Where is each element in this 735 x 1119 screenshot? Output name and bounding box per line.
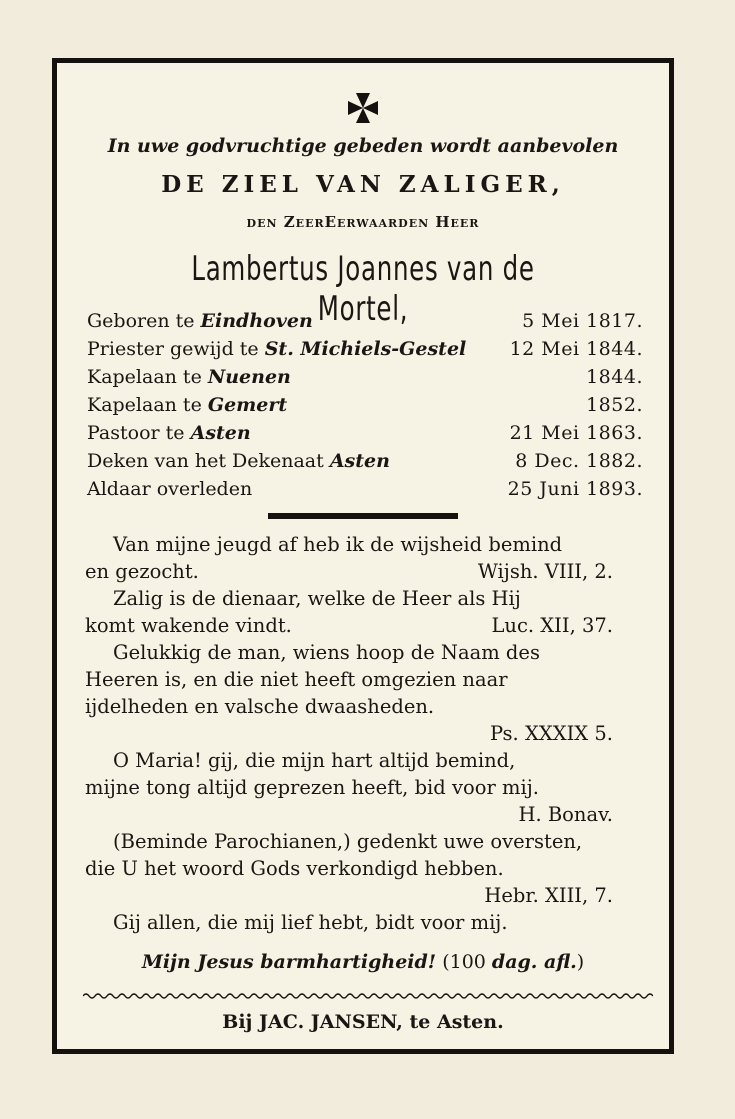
event-label: Kapelaan te — [87, 366, 208, 388]
quote-line — [85, 693, 643, 720]
quote-reference: Ps. XXXIX 5. — [489, 722, 613, 745]
scripture-quotes — [85, 531, 643, 936]
quote-line — [85, 558, 643, 585]
divider-bar — [268, 513, 458, 519]
quote-line — [85, 909, 643, 936]
event-date: 1852. — [586, 394, 643, 416]
quote-text: O Maria! gij, die mijn hart altijd bemind, — [113, 749, 516, 772]
maltese-cross-icon — [346, 91, 380, 125]
event-label: Deken van het Dekenaat — [87, 450, 330, 472]
heading: DE ZIEL VAN ZALIGER, — [161, 171, 565, 198]
event-row — [87, 419, 643, 447]
quote-line — [85, 774, 643, 801]
intro-text: In uwe godvruchtige gebeden wordt aanbevolen — [107, 135, 619, 157]
event-row — [87, 363, 643, 391]
quote-line — [85, 531, 643, 558]
event-place: Asten — [190, 422, 251, 444]
quote-line — [85, 747, 643, 774]
event-date: 21 Mei 1863. — [509, 422, 643, 444]
event-label: Priester gewijd te — [87, 338, 265, 360]
quote-text: die U het woord Gods verkondigd hebben. — [85, 857, 504, 880]
quote-text: Gelukkig de man, wiens hoop de Naam des — [113, 641, 540, 664]
event-row — [87, 475, 643, 503]
quote-text: komt wakende vindt. — [85, 614, 292, 637]
quote-line — [85, 612, 643, 639]
event-place: St. Michiels-Gestel — [264, 338, 467, 360]
event-date: 5 Mei 1817. — [522, 310, 643, 332]
quote-text: Heeren is, en die niet heeft omgezien naar — [85, 668, 508, 691]
quote-line — [85, 666, 643, 693]
quote-text: Van mijne jeugd af heb ik de wijsheid bemind — [113, 533, 563, 556]
event-date: 8 Dec. 1882. — [515, 450, 643, 472]
quote-text: en gezocht. — [85, 560, 199, 583]
card-content — [83, 63, 643, 1049]
quote-text: Gij allen, die mij lief hebt, bidt voor mij. — [113, 911, 508, 934]
event-place: Gemert — [207, 394, 288, 416]
quote-text: mijne tong altijd geprezen heeft, bid voor mij. — [85, 776, 539, 799]
deceased-name: Lambertus Joannes van de Mortel, — [191, 249, 535, 329]
event-row — [87, 307, 643, 335]
event-row — [87, 335, 643, 363]
quote-reference: Hebr. XIII, 7. — [484, 884, 613, 907]
quote-text: Zalig is de dienaar, welke de Heer als Hij — [113, 587, 521, 610]
prayer-text: Mijn Jesus barmhartigheid! — [141, 951, 437, 973]
event-place: Asten — [329, 450, 390, 472]
quote-line — [85, 855, 643, 882]
event-label: Pastoor te — [87, 422, 191, 444]
wavy-rule — [83, 991, 653, 1001]
quote-line — [85, 828, 643, 855]
memorial-card — [52, 58, 674, 1054]
quote-text: (Beminde Parochianen,) gedenkt uwe oversten, — [113, 830, 583, 853]
event-date: 1844. — [586, 366, 643, 388]
quote-reference: Luc. XII, 37. — [491, 614, 613, 637]
indulgence-close: ) — [576, 951, 585, 973]
quote-reference: Wijsh. VIII, 2. — [477, 560, 613, 583]
quote-text: ijdelheden en valsche dwaasheden. — [85, 695, 435, 718]
quote-line — [85, 585, 643, 612]
event-row — [87, 447, 643, 475]
life-events — [87, 307, 643, 503]
event-date: 12 Mei 1844. — [509, 338, 643, 360]
event-place: Nuenen — [207, 366, 291, 388]
printer-credit: Bij JAC. JANSEN, te Asten. — [222, 1011, 504, 1033]
title: den ZeerEerwaarden Heer — [246, 213, 480, 231]
event-label: Aldaar overleden — [87, 478, 253, 500]
event-place: Eindhoven — [200, 310, 313, 332]
event-label: Geboren te — [87, 310, 201, 332]
event-label: Kapelaan te — [87, 394, 208, 416]
quote-reference: H. Bonav. — [518, 803, 613, 826]
event-row — [87, 391, 643, 419]
quote-line — [85, 639, 643, 666]
prayer-line — [83, 951, 643, 973]
event-date: 25 Juni 1893. — [507, 478, 643, 500]
indulgence-text: dag. afl. — [491, 951, 577, 973]
indulgence-open: (100 — [442, 951, 492, 973]
